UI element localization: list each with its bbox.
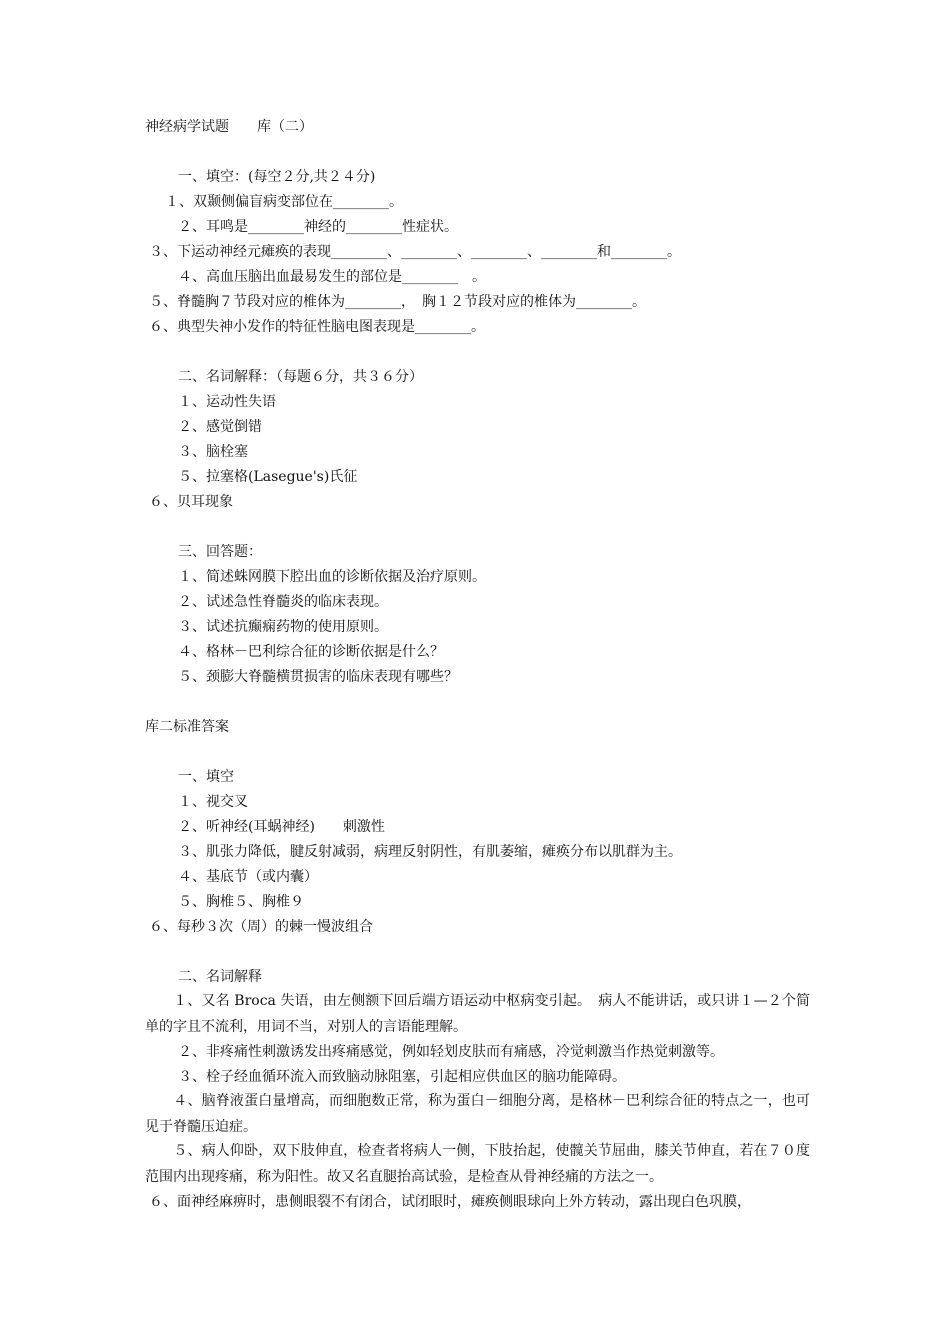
question-1: １、简述蛛网膜下腔出血的诊断依据及治疗原则。 (178, 569, 486, 585)
ans-term-2: ２、非疼痛性刺激诱发出疼痛感觉，例如轻划皮肤而有痛感，冷觉刺激当作热觉刺激等。 (178, 1044, 724, 1060)
ans-term-6: ６、面神经麻痹时，患侧眼裂不有闭合，试闭眼时，瘫痪侧眼球向上外方转动，露出现白色巩膜， (149, 1194, 751, 1210)
term-3: ３、脑栓塞 (178, 444, 248, 460)
ans-term-4: ４、脑脊液蛋白量增高，而细胞数正常，称为蛋白－细胞分离，是格林－巴利综合征的特点之一，也可见于脊髓压迫症。 (145, 1093, 810, 1135)
ans-fill-6: ６、每秒３次（周）的棘一慢波组合 (149, 919, 373, 935)
term-6: ６、贝耳现象 (149, 494, 233, 510)
ans-terms-heading: 二、名词解释 (178, 969, 262, 985)
ans-fill-4: ４、基底节（或内囊） (178, 869, 318, 885)
fill-q4: ４、高血压脑出血最易发生的部位是________ 。 (178, 269, 486, 285)
fill-q3: ３、下运动神经元瘫痪的表现________、________、________、________和________。 (149, 244, 681, 260)
fill-q1: １、双颞侧偏盲病变部位在________。 (165, 194, 403, 210)
question-2: ２、试述急性脊髓炎的临床表现。 (178, 594, 388, 610)
fill-heading: 一、填空：(每空２分,共２４分) (178, 169, 376, 185)
question-4: ４、格林－巴利综合征的诊断依据是什么？ (178, 644, 444, 660)
ans-fill-1: １、视交叉 (178, 794, 248, 810)
ans-fill-2: ２、听神经(耳蜗神经) 刺激性 (178, 819, 385, 835)
ans-term-5: ５、病人仰卧，双下肢伸直，检查者将病人一侧，下肢抬起，使髋关节屈曲，膝关节伸直，若在７０度范围内出现疼痛，称为阳性。故又名直腿抬高试验，是检查从骨神经痛的方法之一。 (145, 1143, 810, 1185)
answers-title: 库二标准答案 (145, 719, 229, 735)
fill-q2: ２、耳鸣是________神经的________性症状。 (178, 219, 458, 235)
question-3: ３、试述抗癫痫药物的使用原则。 (178, 619, 388, 635)
exam-title: 神经病学试题 库（二） (145, 119, 313, 135)
ans-term-1: １、又名 Broca 失语，由左侧额下回后端方语运动中枢病变引起。 病人不能讲话，或只讲１—２个简单的字且不流利，用词不当，对别人的言语能理解。 (145, 993, 810, 1035)
terms-heading: 二、名词解释：（每题６分，共３６分） (178, 369, 423, 385)
term-5: ５、拉塞格(Lasegue's)氏征 (178, 469, 358, 485)
fill-q6: ６、典型失神小发作的特征性脑电图表现是________。 (149, 319, 485, 335)
ans-term-3: ３、栓子经血循环流入而致脑动脉阻塞，引起相应供血区的脑功能障碍。 (178, 1069, 626, 1085)
fill-q5: ５、脊髓胸７节段对应的椎体为________， 胸１２节段对应的椎体为________。 (149, 294, 646, 310)
ans-fill-3: ３、肌张力降低，腱反射减弱，病理反射阴性，有肌萎缩，瘫痪分布以肌群为主。 (178, 844, 682, 860)
questions-heading: 三、回答题： (178, 544, 262, 560)
ans-fill-heading: 一、填空 (178, 769, 234, 785)
term-2: ２、感觉倒错 (178, 419, 262, 435)
question-5: ５、颈膨大脊髓横贯损害的临床表现有哪些？ (178, 669, 458, 685)
term-1: １、运动性失语 (178, 394, 276, 410)
ans-fill-5: ５、胸椎５、胸椎９ (178, 894, 304, 910)
